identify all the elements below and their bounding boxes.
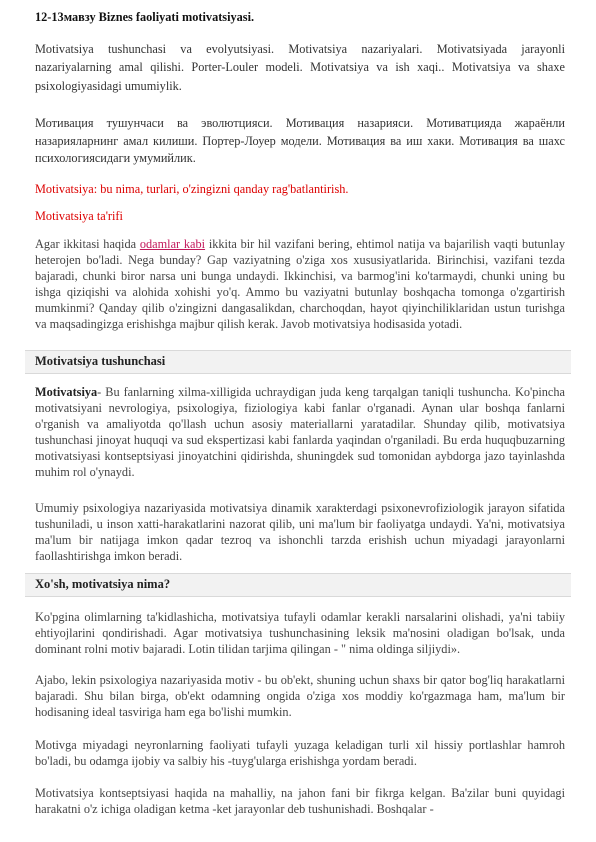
section-header-motivation-concept: [25, 350, 571, 374]
section1-paragraph-1-text: - Bu fanlarning xilma-xilligida uchraydigan juda keng tarqalgan taniqli tushuncha. Ko'pincha motivatsiyani nevrologiya, psixologiya, fiziologiya kabi fanlar o'rganadi. Aynan ular boshqa fanlarni o'rganish va amaliyotda qo'llash uchun asosiy materiallarni yaratadilar. Shunday qilib, motivatsiya tushunchasi jinoyat huquqi va sud ekspertizasi kabi fanlarda yaqindan o'rganiladi. Bu erda huquqbuzarning motivatsiyasi kontseptsiyasi jinoyatchini qidirishda, shuningdek sud tomonidan aybdorga jazo tayinlashda muhim rol o'ynaydi.: [35, 385, 565, 479]
bold-term: Motivatsiya: [35, 385, 98, 399]
section1-paragraph-2: Umumiy psixologiya nazariyasida motivatsiya dinamik xarakterdagi psixonevrofiziologik jarayon sifatida tushuniladi, u inson xatti-harakatlarini nazorat qilib, uni ma'lum bir faoliyatga undaydi. Ya'ni, motivatsiya ma'lum bir natijaga imkon qadar tezroq va ishonchli tarzda erishish uchun miyadagi jarayonlarni faollashtirishga imkon beradi.: [35, 501, 565, 563]
section2-paragraph-4: Motivatsiya kontseptsiyasi haqida na mahalliy, na jahon fani bir fikrga kelgan. Ba'zilar buni quyidagi harakatni o'z ichiga oladigan ketma -ket jarayonlar deb tushunishadi. Boshqalar -: [35, 786, 565, 816]
section1-paragraph-1: [35, 384, 565, 480]
section-heading: Motivatsiya tushunchasi: [35, 354, 166, 368]
document-title: 12-13мавзу Biznes faoliyati motivatsiyasi.: [35, 10, 255, 24]
section-heading: Xo'sh, motivatsiya nima?: [35, 577, 171, 591]
red-heading: Motivatsiya: bu nima, turlari, o'zingizni qanday rag'batlantirish.: [35, 182, 349, 196]
definition-text-start: Agar ikkitasi haqida: [35, 237, 140, 251]
red-subheading: Motivatsiya ta'rifi: [35, 209, 123, 223]
people-link[interactable]: odamlar kabi: [139, 237, 206, 251]
section2-paragraph-1: Ko'pgina olimlarning ta'kidlashicha, motivatsiya tufayli odamlar kerakli narsalarini olishadi, ya'ni tabiiy ehtiyojlarini qondirishadi. Agar motivatsiya tushunchasining leksik ma'nosini oladigan bo'lsak, unda dominant rolni motiv bajaradi. Lotin tilidan tarjima qilingan - " nima oldinga siljiydi».: [35, 610, 565, 656]
definition-text-rest: ikkita bir hil vazifani bering, ehtimol natija va bajarilish vaqti butunlay heterojen bo'ladi. Nega bunday? Gap vaziyatning o'ziga xos xususiyatlarida. Birinchisi, vazifani tezda bajaradi, chunki biror narsa uni bunga undaydi. Ikkinchisi, va barmog'ini ko'tarmaydi, chunki uning bu ishga qiziqishi va alohida xohishi yo'q. Ammo bu vaziyatni butunlay boshqacha tomonga o'zgartirish mumkinmi? Qanday qilib o'zingizni dangasalikdan, charchoqdan, hayot qiyinchiliklaridan ustun turishga va maqsadingizga erishishga majbur qilish kerak. Javob motivatsiya hodisasida yotadi.: [35, 237, 565, 331]
definition-paragraph: [35, 236, 565, 332]
intro-latin-paragraph: Motivatsiya tushunchasi va evolyutsiyasi. Motivatsiya nazariyalari. Motivatsiyada jarayonli nazariyalarning amal qilishi. Porter-Louler modeli. Motivatsiya va ish xaqi.. Motivatsiya va shaxe psixologiyasidagi umumiylik.: [35, 42, 565, 93]
section2-paragraph-3: Motivga miyadagi neyronlarning faoliyati tufayli yuzaga keladigan turli xil hissiy portlashlar hamroh bo'ladi, bu odamga ijobiy va salbiy his -tuyg'ularga erishishga yordam beradi.: [35, 738, 565, 768]
section-header-what-is-motivation: [25, 573, 571, 597]
intro-cyrillic-paragraph: Мотивация тушунчаси ва эволютцияси. Мотивация назарияси. Мотиватцияда жараёнли назарияларнинг амал килиши. Портер-Лоуер модели. Мотивация ва иш хаки. Мотивация ва шахс психологиясидаги умумийлик.: [35, 116, 565, 165]
section2-paragraph-2: Ajabo, lekin psixologiya nazariyasida motiv - bu ob'ekt, shuning uchun shaxs bir qator bog'liq harakatlarni bajaradi. Shu bilan birga, ob'ekt odamning ongida o'ziga xos moddiy ko'rgazmaga ham, ma'lum bir hodisaning ideal tasviriga ham ega bo'lishi mumkin.: [35, 673, 565, 719]
